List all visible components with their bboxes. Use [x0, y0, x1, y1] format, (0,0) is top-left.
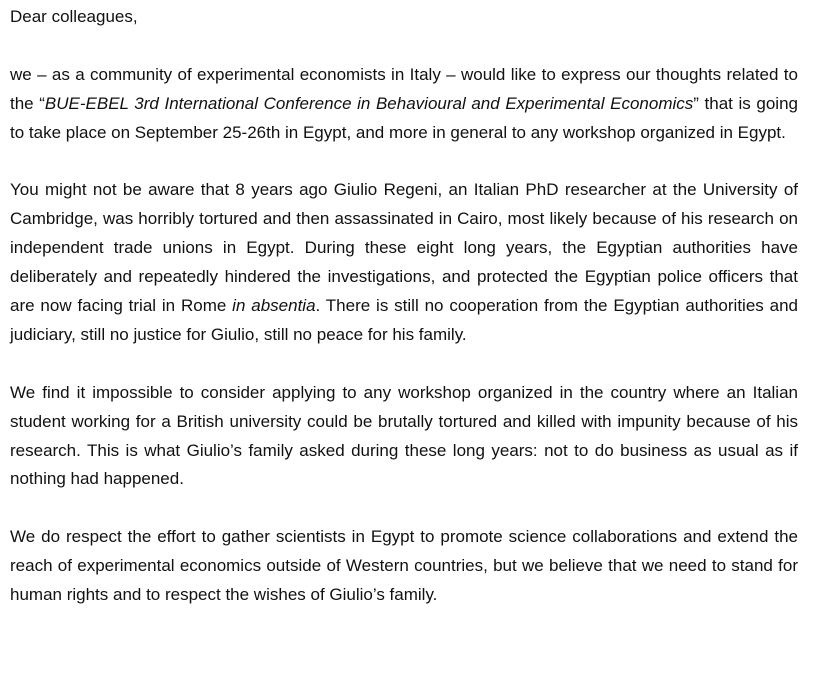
- paragraph-regeni-main: You might not be aware that 8 years ago Giulio Regeni, an Italian PhD researcher at the University of Cambridge, was horribly tortured and then assassinated in Cairo, most likely because of his research on independent trade unions in Egypt. During these eight long years, the Egyptian authorities have deliberately and repeatedly hindered the investigations, and protected the Egyptian police officers that are now facing trial in Rome: [10, 180, 798, 316]
- paragraph-conference: [10, 61, 798, 148]
- paragraph-conference-rest: ” that is going to take place on September 25-26th in Egypt, and more in general to any workshop organized in Egypt.: [10, 93, 798, 142]
- paragraph-regeni-end: . There is still no cooperation from the Egyptian authorities and judiciary, still no justice for Giulio, still no peace for his family.: [10, 296, 798, 344]
- paragraph-conference-intro: we – as a community of experimental economists in Italy – would like to express our thoughts related to the “: [10, 64, 798, 113]
- paragraph-closing: We do respect the effort to gather scientists in Egypt to promote science collaborations and extend the reach of experimental economics outside of Western countries, but we believe that we need to stand for human rights and to respect the wishes of Giulio’s family.: [10, 527, 798, 605]
- conference-title: BUE-EBEL 3rd International Conference in Behavioural and Experimental Economics: [44, 93, 694, 113]
- paragraph-regeni: [10, 176, 798, 349]
- in-absentia: in absentia: [232, 296, 316, 316]
- letter-body: [10, 3, 798, 610]
- paragraph-position: We find it impossible to consider applying to any workshop organized in the country where an Italian student working for a British university could be brutally tortured and killed with impunity because of his research. This is what Giulio’s family asked during these long years: not to do business as usual as if nothing had happened.: [10, 382, 798, 489]
- salutation: Dear colleagues,: [10, 7, 138, 26]
